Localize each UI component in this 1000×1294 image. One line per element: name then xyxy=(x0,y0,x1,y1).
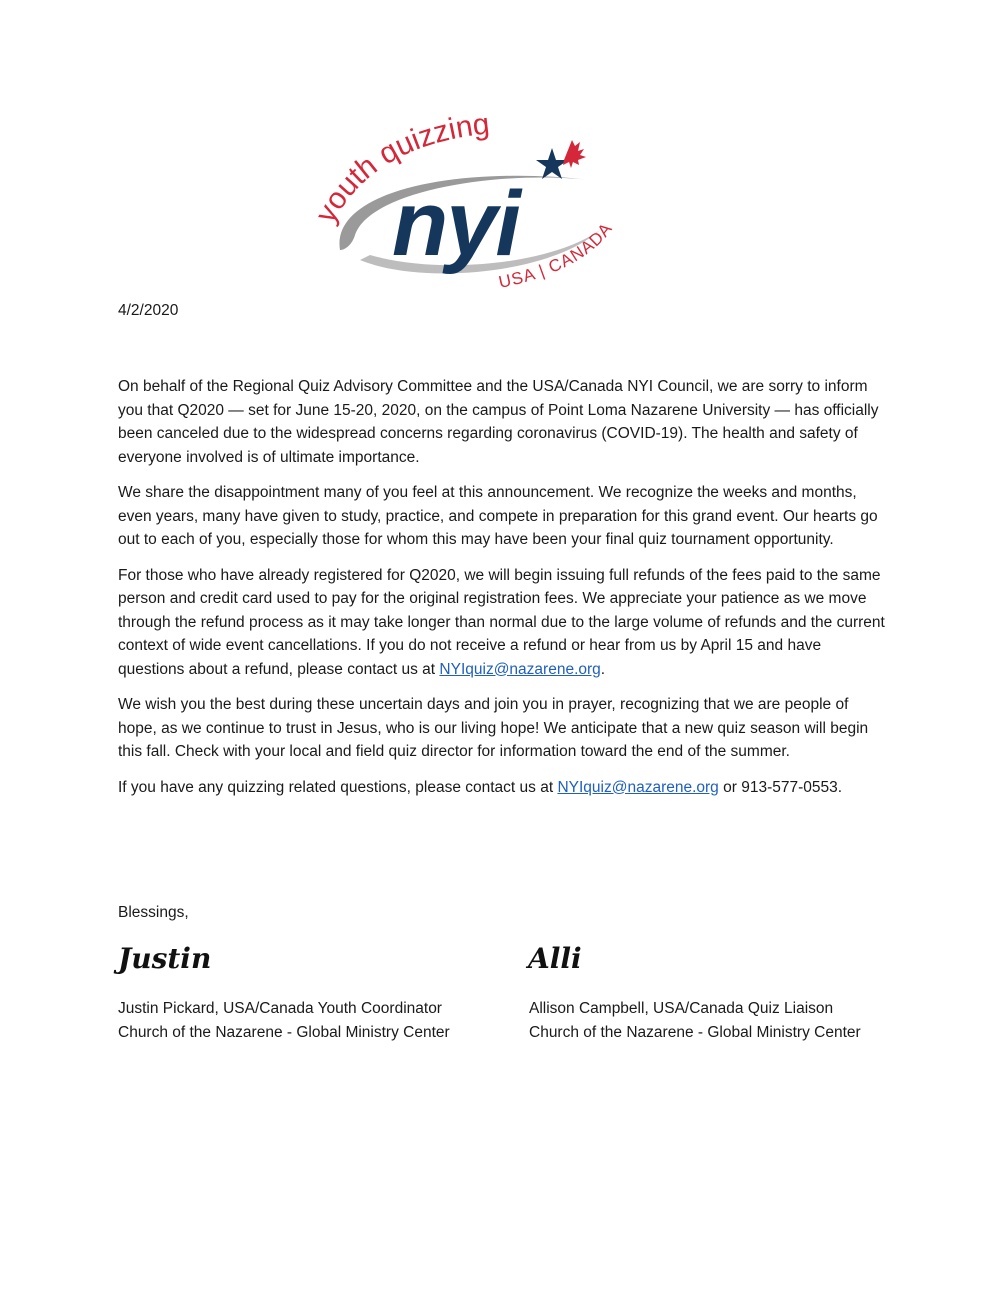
maple-leaf-icon xyxy=(563,140,586,168)
signer-organization: Church of the Nazarene - Global Ministry Center xyxy=(118,1024,450,1041)
paragraph-3: For those who have already registered for Q2020, we will begin issuing full refunds of the fees paid to the same person and credit card used to pay for the original registration fees. We appreciate your patience as we move through the refund process as it may take longer than normal due to the large volume of refunds and the current context of wide event cancellations. If you do not receive a refund or hear from us by April 15 and have questions about a refund, please contact us at NYIquiz@nazarene.org. xyxy=(118,566,885,678)
signer-name-title: Allison Campbell, USA/Canada Quiz Liaison xyxy=(529,1000,834,1017)
paragraph-4: We wish you the best during these uncertain days and join you in prayer, recognizing that we are people of hope, as we continue to trust in Jesus, who is our living hope! We anticipate that a new quiz season will begin this fall. Check with your local and field quiz director for information toward the end of the summer. xyxy=(118,696,869,760)
signature-justin: Justin xyxy=(118,942,212,975)
paragraph-5: If you have any quizzing related questions, please contact us at NYIquiz@nazarene.org or 913-577-0553. xyxy=(118,778,843,796)
closing-salutation: Blessings, xyxy=(118,904,189,921)
star-icon xyxy=(536,148,568,179)
letter-date: 4/2/2020 xyxy=(118,302,179,319)
signer-block-right xyxy=(529,997,861,1045)
signer-block-left xyxy=(118,997,450,1045)
signer-name-title: Justin Pickard, USA/Canada Youth Coordinator xyxy=(118,1000,442,1017)
email-link[interactable]: NYIquiz@nazarene.org xyxy=(439,660,601,678)
paragraph-1: On behalf of the Regional Quiz Advisory Committee and the USA/Canada NYI Council, we are sorry to inform you that Q2020 — set for June 15-20, 2020, on the campus of Point Loma Nazarene University — has officially been canceled due to the widespread concerns regarding coronavirus (COVID-19). The health and safety of everyone involved is of ultimate importance. xyxy=(118,378,879,466)
logo-main-text: nyi xyxy=(392,173,519,275)
letter-body xyxy=(118,375,888,811)
nyi-logo xyxy=(300,110,640,310)
paragraph-2: We share the disappointment many of you feel at this announcement. We recognize the weeks and months, even years, many have given to study, practice, and compete in preparation for this grand event. Our hearts go out to each of you, especially those for whom this may have been your final quiz tournament opportunity. xyxy=(118,484,878,548)
logo-sub-text: USA | CANADA xyxy=(496,218,617,292)
nyi-logo-graphic xyxy=(300,110,640,310)
logo-arc-text: youth quizzing xyxy=(309,110,492,229)
signer-organization: Church of the Nazarene - Global Ministry Center xyxy=(529,1024,861,1041)
signature-alli: Alli xyxy=(528,942,582,975)
email-link-2[interactable]: NYIquiz@nazarene.org xyxy=(557,778,719,796)
